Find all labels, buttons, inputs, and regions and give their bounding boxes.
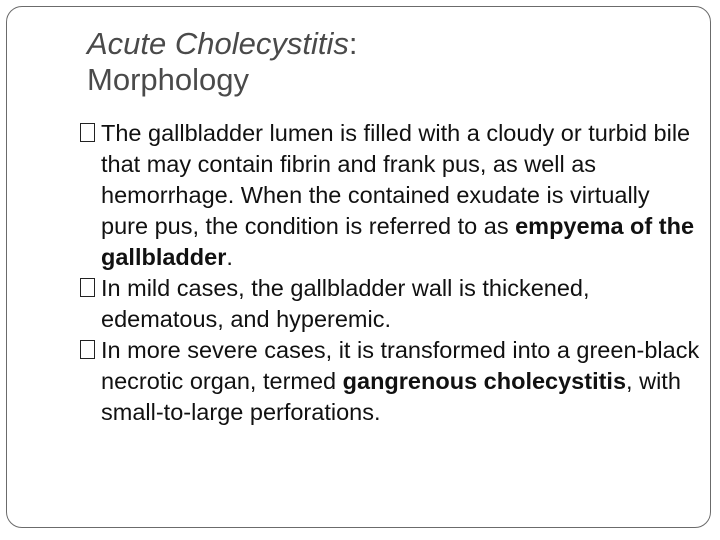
bullet-item bbox=[80, 335, 700, 428]
bullet-text-end: , with small-to-large perforations. bbox=[101, 368, 681, 425]
title-topic: Acute Cholecystitis bbox=[87, 26, 349, 61]
bullet-item bbox=[80, 118, 700, 273]
bullet-text: In mild cases, the gallbladder wall is thickened, edematous, and hyperemic. bbox=[101, 275, 590, 332]
bullet-text: The gallbladder lumen is filled with a cloudy or turbid bile that may contain fibrin and frank pus, as well as hemorrhage. When the contained exudate is virtually pure pus, the condition is referred to as bbox=[101, 120, 691, 239]
bullet-text-end: . bbox=[226, 244, 233, 270]
title-colon: : bbox=[348, 26, 358, 61]
bullet-item bbox=[80, 273, 700, 335]
title-subtopic: Morphology bbox=[87, 62, 249, 97]
bold-term-empyema: empyema of the gallbladder bbox=[101, 213, 695, 270]
bold-term-gangrenous: gangrenous cholecystitis bbox=[342, 368, 627, 394]
slide-body bbox=[80, 118, 700, 428]
slide-title bbox=[87, 26, 358, 98]
missing-glyph-box-icon bbox=[80, 123, 95, 142]
missing-glyph-box-icon bbox=[80, 340, 95, 359]
missing-glyph-box-icon bbox=[80, 278, 95, 297]
bullet-text: In more severe cases, it is transformed into a green-black necrotic organ, termed bbox=[101, 337, 700, 394]
